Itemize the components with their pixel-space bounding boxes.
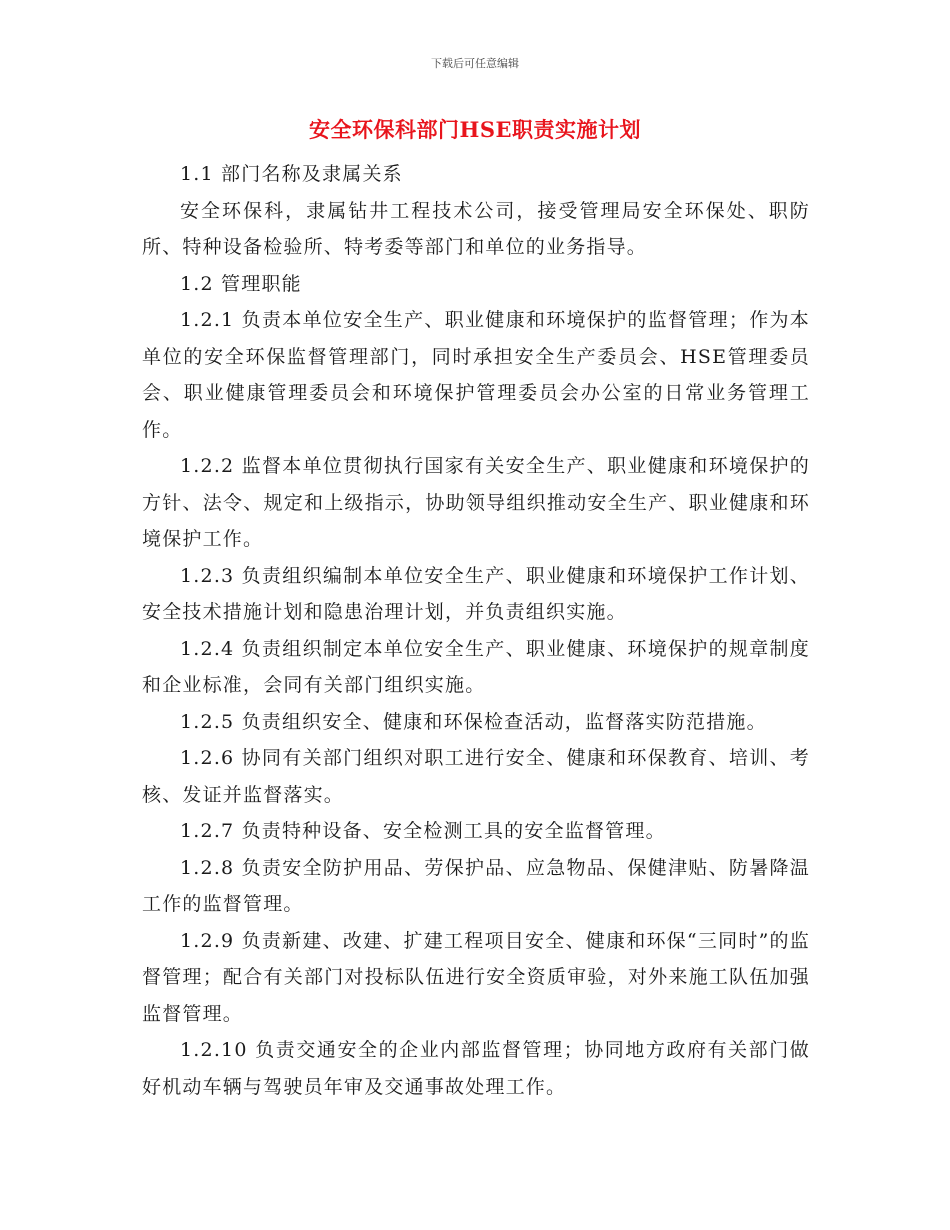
section-heading-1-2: 1.2 管理职能 [180,272,302,295]
paragraph-1-2-9: 1.2.9 负责新建、改建、扩建工程项目安全、健康和环保“三同时”的监督管理；配合有关部门对投标队伍进行安全资质审验，对外来施工队伍加强监督管理。 [142,929,810,1025]
paragraph-1-2-1: 1.2.1 负责本单位安全生产、职业健康和环境保护的监督管理；作为本单位的安全环保监督管理部门，同时承担安全生产委员会、HSE管理委员会、职业健康管理委员会和环境保护管理委员会办公室的日常业务管理工作。 [142,309,810,441]
paragraph-1-2-2: 1.2.2 监督本单位贯彻执行国家有关安全生产、职业健康和环境保护的方针、法令、规定和上级指示，协助领导组织推动安全生产、职业健康和环境保护工作。 [142,455,810,550]
paragraph-1-2-7: 1.2.7 负责特种设备、安全检测工具的安全监督管理。 [180,820,666,842]
section-heading-1-1: 1.1 部门名称及隶属关系 [180,163,403,185]
document-title: 安全环保科部门HSE职责实施计划 [308,117,641,142]
paragraph-1-2-10: 1.2.10 负责交通安全的企业内部监督管理；协同地方政府有关部门做好机动车辆与驾驶员年审及交通事故处理工作。 [142,1039,810,1098]
paragraph-affiliation: 安全环保科，隶属钻井工程技术公司，接受管理局安全环保处、职防所、特种设备检验所、特考委等部门和单位的业务指导。 [142,199,810,258]
paragraph-1-2-5: 1.2.5 负责组织安全、健康和环保检查活动，监督落实防范措施。 [180,710,767,733]
document-body [142,156,810,1105]
page-header-note: 下载后可任意编辑 [431,57,519,70]
paragraph-1-2-6: 1.2.6 协同有关部门组织对职工进行安全、健康和环保教育、培训、考核、发证并监督落实。 [142,747,810,806]
paragraph-1-2-8: 1.2.8 负责安全防护用品、劳保护品、应急物品、保健津贴、防暑降温工作的监督管理。 [142,856,810,915]
paragraph-1-2-3: 1.2.3 负责组织编制本单位安全生产、职业健康和环境保护工作计划、安全技术措施计划和隐患治理计划，并负责组织实施。 [142,564,810,623]
paragraph-1-2-4: 1.2.4 负责组织制定本单位安全生产、职业健康、环境保护的规章制度和企业标准，会同有关部门组织实施。 [142,637,810,696]
